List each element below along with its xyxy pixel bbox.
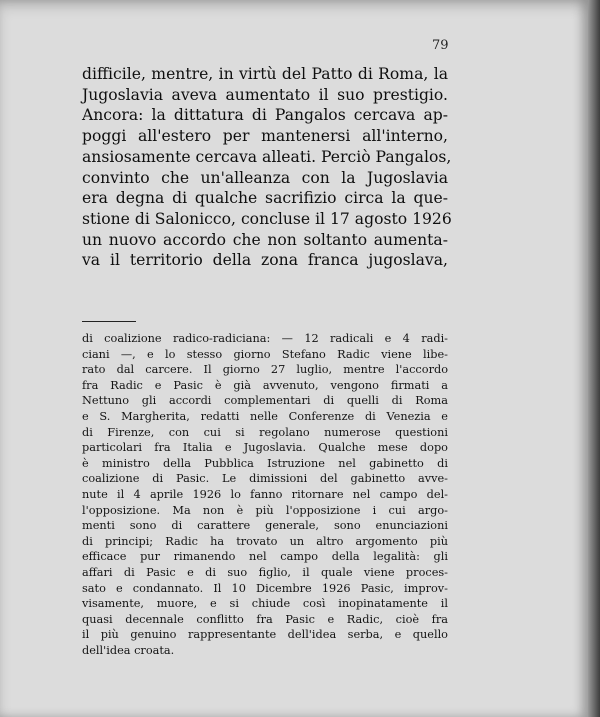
body-line: difficile, mentre, in virtù del Patto di Roma, la — [82, 65, 448, 83]
page-number: 79 — [432, 38, 449, 53]
footnote-line: quasi decennale conflitto fra Pasic e Radic, cioè fra — [82, 612, 448, 626]
body-line: un nuovo accordo che non soltanto aumenta- — [82, 230, 448, 249]
footnote-line: di Firenze, con cui si regolano numerose questioni — [82, 425, 448, 439]
footnote-line: coalizione di Pasic. Le dimissioni del gabinetto avve- — [82, 472, 448, 486]
body-line: va il territorio della zona franca jugoslava, — [82, 251, 448, 270]
footnote-line: e S. Margherita, redatti nelle Conferenze di Venezia e — [82, 409, 448, 423]
footnote-line: nute il 4 aprile 1926 lo fanno ritornare nel campo del- — [82, 487, 448, 501]
footnote — [82, 331, 448, 658]
body-line: Ancora: la dittatura di Pangalos cercava ap- — [82, 106, 448, 125]
footnote-line: il più genuino rappresentante dell'idea serba, e quello — [82, 628, 448, 642]
footnote-line: visamente, muore, e si chiude così inopinatamente il — [82, 597, 448, 611]
footnote-line: fra Radic e Pasic è già avvenuto, vengono firmati a — [82, 378, 448, 392]
footnote-line: l'opposizione. Ma non è più l'opposizione i cui argo- — [82, 503, 448, 517]
body-line: era degna di qualche sacrifizio circa la que- — [82, 189, 448, 208]
footnote-line: ciani —, e lo stesso giorno Stefano Radic viene libe- — [82, 347, 448, 361]
footnote-line: di principi; Radic ha trovato un altro argomento più — [82, 534, 448, 548]
body-line: Jugoslavia aveva aumentato il suo prestigio. — [82, 85, 448, 104]
page-edge-shadow — [588, 0, 600, 717]
footnote-divider — [82, 321, 136, 322]
footnote-line: efficace pur rimanendo nel campo della legalità: gli — [82, 550, 448, 564]
footnote-line: menti sono di carattere generale, sono enunciazioni — [82, 519, 448, 533]
body-line: poggi all'estero per mantenersi all'interno, — [82, 127, 448, 146]
footnote-line: rato dal carcere. Il giorno 27 luglio, mentre l'accordo — [82, 363, 448, 377]
footnote-line: dell'idea croata. — [82, 643, 175, 657]
footnote-line: Nettuno gli accordi complementari di quelli di Roma — [82, 394, 448, 408]
body-line: stione di Salonicco, concluse il 17 agosto 1926 — [82, 209, 452, 228]
body-text — [82, 64, 452, 271]
body-line: ansiosamente cercava alleati. Perciò Pangalos, — [82, 147, 452, 166]
footnote-line: sato e condannato. Il 10 Dicembre 1926 Pasic, improv- — [82, 581, 448, 595]
footnote-line: affari di Pasic e di suo figlio, il quale viene proces- — [82, 565, 448, 579]
footnote-line: particolari fra Italia e Jugoslavia. Qualche mese dopo — [82, 441, 448, 455]
footnote-line: di coalizione radico-radiciana: — 12 radicali e 4 radi- — [82, 332, 448, 345]
body-line: convinto che un'alleanza con la Jugoslavia — [82, 168, 448, 187]
footnote-line: è ministro della Pubblica Istruzione nel gabinetto di — [82, 456, 448, 470]
